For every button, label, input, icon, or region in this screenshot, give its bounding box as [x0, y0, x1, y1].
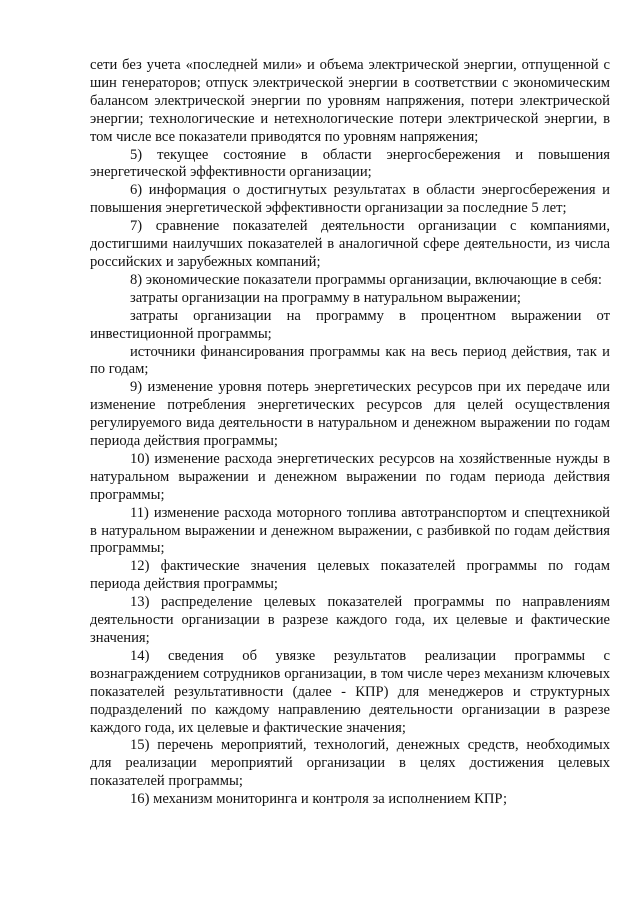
list-item-12: 12) фактические значения целевых показателей программы по годам периода действия программы; — [90, 558, 610, 593]
list-item-5: 5) текущее состояние в области энергосбережения и повышения энергетической эффективности организации; — [90, 146, 610, 181]
list-item-9: 9) изменение уровня потерь энергетических ресурсов при их передаче или изменение потребления энергетических ресурсов для целей осуществления регулируемого вида деятельности в натуральном и денежном выражении по годам периода действия программы; — [90, 379, 610, 450]
list-item-7: 7) сравнение показателей деятельности организации с компаниями, достигшими наилучших показателей в аналогичной сфере деятельности, из числа российских и зарубежных компаний; — [90, 218, 610, 270]
list-item-11: 11) изменение расхода моторного топлива автотранспортом и спецтехникой в натуральном выражении и денежном выражении, с разбивкой по годам действия программы; — [90, 504, 610, 557]
list-subitem-costs-natural: затраты организации на программу в натуральном выражении; — [130, 289, 521, 306]
list-item-16: 16) механизм мониторинга и контроля за исполнением КПР; — [130, 791, 508, 808]
list-subitem-costs-percent: затраты организации на программу в процентном выражении от инвестиционной программы; — [90, 307, 610, 342]
list-subitem-funding-sources: источники финансирования программы как на весь период действия, так и по годам; — [90, 343, 610, 378]
list-item-15: 15) перечень мероприятий, технологий, денежных средств, необходимых для реализации мероприятий организации в целях достижения целевых показателей программы; — [90, 737, 610, 790]
list-item-6: 6) информация о достигнутых результатах в области энергосбережения и повышения энергетической эффективности организации за последние 5 лет; — [90, 182, 610, 217]
list-item-13: 13) распределение целевых показателей программы по направлениям деятельности организации в разрезе каждого года, их целевые и фактические значения; — [90, 594, 610, 646]
list-item-14: 14) сведения об увязке результатов реализации программы с вознаграждением сотрудников организации, в том числе через механизм ключевых показателей результативности (далее - КПР) для менеджеров и структурных подразделений по каждому направлению деятельности организации в разрезе каждого года, их целевые и фактические значения; — [90, 647, 610, 736]
paragraph-continuation: сети без учета «последней мили» и объема электрической энергии, отпущенной с шин генераторов; отпуск электрической энергии в соответствии с экономическим балансом электрической энергии по уровням напряжения, потери электрической энергии; технологические и нетехнологические потери электрической энергии, в том числе все показатели приводятся по уровням напряжения; — [90, 57, 610, 145]
list-item-10: 10) изменение расхода энергетических ресурсов на хозяйственные нужды в натуральном выражении и денежном выражении по годам периода действия программы; — [90, 450, 610, 503]
document-page — [90, 57, 610, 809]
list-item-8: 8) экономические показатели программы организации, включающие в себя: — [130, 271, 602, 288]
